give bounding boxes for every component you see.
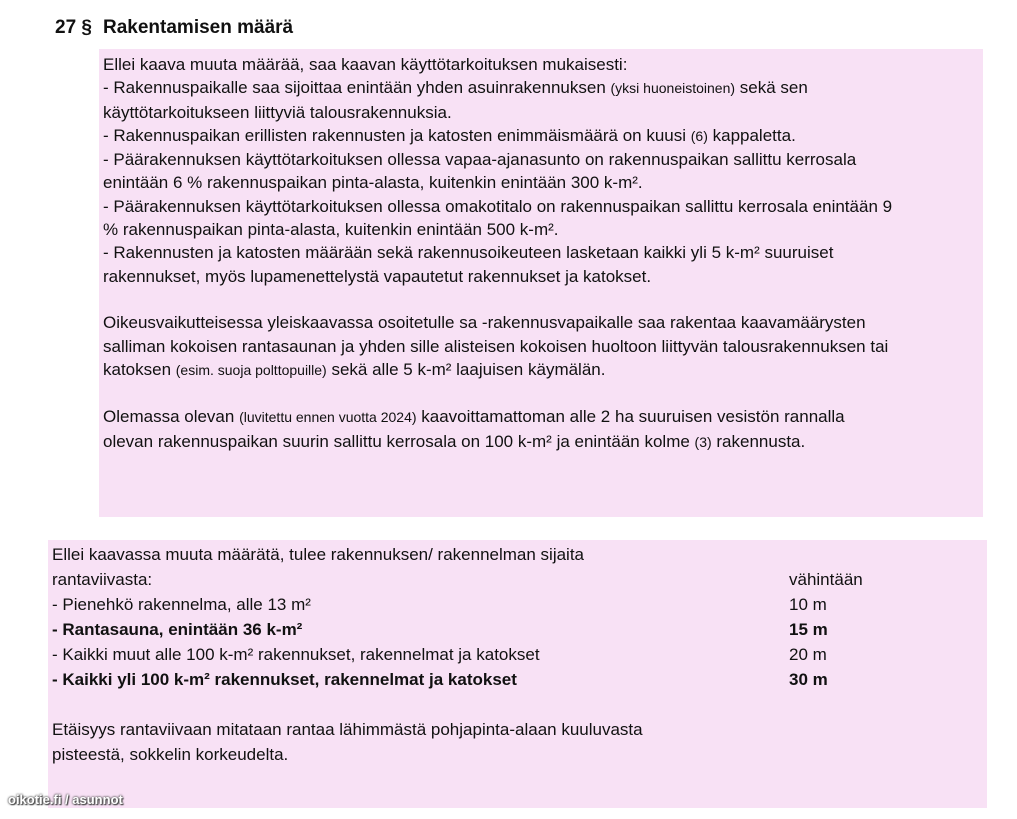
intro-text: Ellei kaavassa muuta määrätä, tulee rakennuksen/ rakennelman sijaita [52, 545, 585, 564]
distance-label: - Kaikki yli 100 k-m² rakennukset, rakennelmat ja katokset [52, 670, 517, 689]
distance-row [52, 667, 983, 692]
distance-value: 15 m [789, 620, 828, 639]
paragraph-line [103, 430, 979, 454]
text-span: Olemassa olevan [103, 407, 240, 427]
distance-row [52, 592, 983, 617]
paragraph-line: - Päärakennuksen käyttötarkoituksen ollessa omakotitalo on rakennuspaikan sallittu kerrosala enintään 9 [103, 196, 893, 216]
footer-text: Etäisyys rantaviivaan mitataan rantaa lähimmästä pohjapinta-alaan kuuluvasta [52, 720, 643, 739]
watermark: oikotie.fi / asunnot [8, 792, 123, 807]
distance-value: 10 m [789, 595, 827, 614]
intro-line [52, 567, 983, 592]
paragraph-line [103, 358, 979, 382]
section-number: 27 § [55, 17, 92, 38]
small-text-span: (yksi huoneistoinen) [610, 80, 736, 97]
footer-text: pisteestä, sokkelin korkeudelta. [52, 745, 289, 764]
footer-line [52, 742, 983, 767]
paragraph-line: - Päärakennuksen käyttötarkoituksen ollessa vapaa-ajanasunto on rakennuspaikan sallittu kerrosala [103, 150, 857, 170]
paragraph-line [103, 76, 979, 100]
paragraph-line: enintään 6 % rakennuspaikan pinta-alasta, kuitenkin enintään 300 k-m². [103, 173, 643, 193]
distance-row [52, 617, 983, 642]
text-span: olevan rakennuspaikan suurin sallittu kerrosala on 100 k-m² ja enintään kolme [103, 431, 695, 451]
paragraph-line: käyttötarkoitukseen liittyviä talousrakennuksia. [103, 102, 452, 122]
text-span: kappaletta. [707, 125, 796, 145]
spacer [52, 692, 983, 717]
section-heading [55, 14, 293, 42]
column-header: vähintään [789, 570, 863, 589]
paragraph-line [103, 405, 979, 429]
distance-value: 30 m [789, 670, 828, 689]
paragraph-line: Ellei kaava muuta määrää, saa kaavan käyttötarkoituksen mukaisesti: [103, 55, 628, 74]
intro-text: rantaviivasta: [52, 570, 153, 589]
intro-line [52, 542, 983, 567]
distance-label: - Kaikki muut alle 100 k-m² rakennukset, rakennelmat ja katokset [52, 645, 540, 664]
text-span: sekä sen [735, 78, 808, 98]
text-span: kaavoittamattoman alle 2 ha suuruisen vesistön rannalla [416, 407, 845, 427]
small-text-span: (3) [694, 433, 712, 450]
paragraph-line: % rakennuspaikan pinta-alasta, kuitenkin enintään 500 k-m². [103, 220, 559, 240]
building-amount-box [99, 49, 983, 517]
small-text-span: (6) [690, 127, 708, 144]
paragraph-line: salliman kokoisen rantasaunan ja yhden sille alisteisen kokoisen huoltoon liittyvän talousrakennuksen tai [103, 336, 889, 356]
paragraph-line [103, 124, 979, 148]
paragraph-line: rakennukset, myös lupamenettelystä vapautetut rakennukset ja katokset. [103, 266, 652, 286]
text-span: - Rakennuspaikalle saa sijoittaa enintään yhden asuinrakennuksen [103, 78, 611, 98]
shoreline-distance-box [48, 540, 987, 808]
paragraph-line: Oikeusvaikutteisessa yleiskaavassa osoitetulle sa -rakennusvapaikalle saa rakentaa kaavamäärysten [103, 313, 866, 333]
distance-row [52, 642, 983, 667]
paragraph-line: - Rakennusten ja katosten määrään sekä rakennusoikeuteen lasketaan kaikki yli 5 k-m² suuruiset [103, 243, 834, 263]
small-text-span: (luvitettu ennen vuotta 2024) [239, 409, 417, 426]
distance-label: - Rantasauna, enintään 36 k-m² [52, 620, 303, 639]
distance-label: - Pienehkö rakennelma, alle 13 m² [52, 595, 311, 614]
spacer [103, 382, 979, 405]
text-span: rakennusta. [711, 431, 806, 451]
text-span: katoksen [103, 359, 176, 379]
spacer [103, 288, 979, 311]
text-span: sekä alle 5 k-m² laajuisen käymälän. [326, 359, 606, 379]
footer-line [52, 717, 983, 742]
text-span: - Rakennuspaikan erillisten rakennusten ja katosten enimmäismäärä on kuusi [103, 125, 691, 145]
distance-value: 20 m [789, 645, 827, 664]
section-title: Rakentamisen määrä [103, 17, 294, 38]
small-text-span: (esim. suoja polttopuille) [175, 361, 327, 378]
